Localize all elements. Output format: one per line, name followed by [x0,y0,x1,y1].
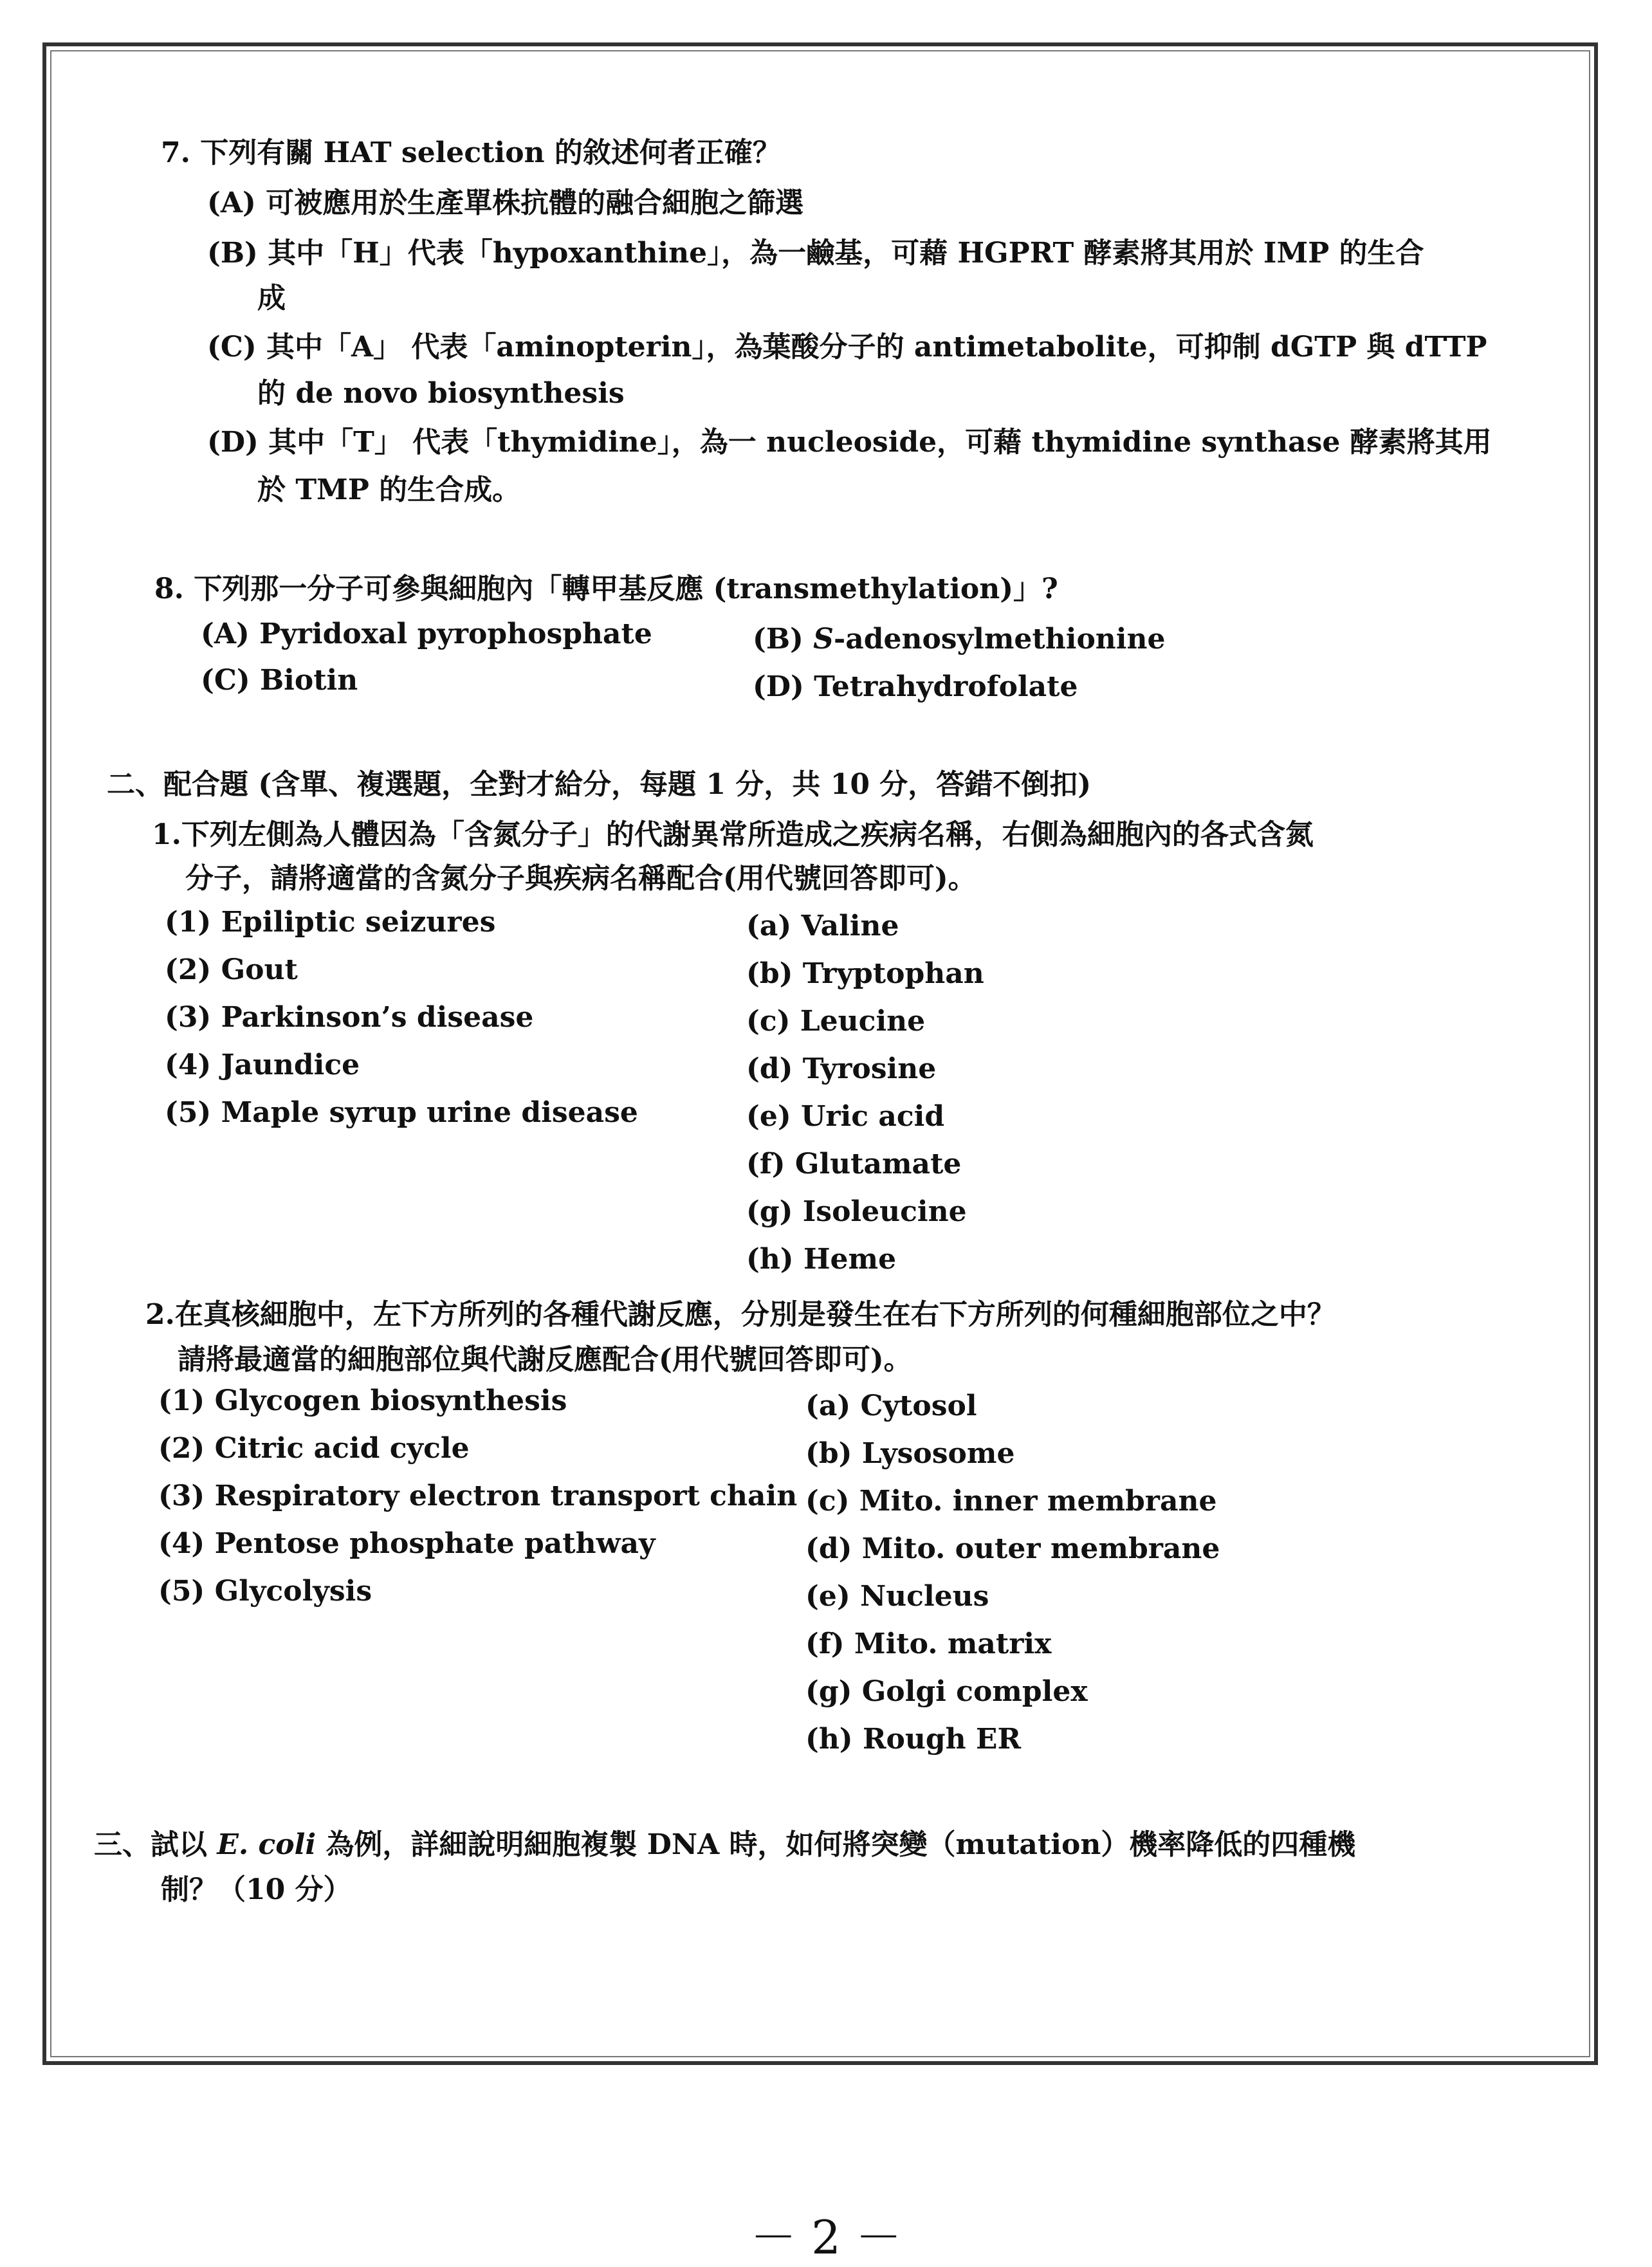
q7-option-c-line1: (C) 其中「A」 代表「aminopterin」，為葉酸分子的 antimetabolite，可抑制 dGTP 與 dTTP [207,331,1487,363]
match2-right-item: (a) Cytosol [805,1390,977,1422]
match2-right-item: (g) Golgi complex [805,1675,1088,1708]
match1-left-item: (2) Gout [165,953,298,986]
section3-line1: 三、試以 E. coli 為例，詳細說明細胞複製 DNA 時，如何將突變（mutation）機率降低的四種機 [94,1828,1356,1861]
match1-right-item: (e) Uric acid [746,1100,945,1133]
q7-option-d-line1: (D) 其中「T」 代表「thymidine」，為一 nucleoside，可藉 thymidine synthase 酵素將其用 [207,426,1492,459]
match2-left-item: (4) Pentose phosphate pathway [158,1527,656,1560]
q7-option-c-line2: 的 de novo biosynthesis [257,377,625,410]
match2-right-item: (c) Mito. inner membrane [805,1485,1217,1518]
match1-left-item: (3) Parkinson’s disease [165,1001,534,1034]
q8-option-b: (B) S-adenosylmethionine [753,623,1166,656]
match2-right-item: (f) Mito. matrix [805,1628,1052,1660]
q7-option-b-line2: 成 [257,282,286,315]
q7-stem: 7. 下列有關 HAT selection 的敘述何者正確？ [161,136,781,169]
match1-left-item: (5) Maple syrup urine disease [165,1096,638,1129]
q8-option-d: (D) Tetrahydrofolate [753,670,1078,703]
match2-right-item: (d) Mito. outer membrane [805,1532,1220,1565]
match2-stem-line2: 請將最適當的細胞部位與代謝反應配合(用代號回答即可)。 [178,1343,912,1376]
match1-stem-line2: 分子，請將適當的含氮分子與疾病名稱配合(用代號回答即可)。 [185,862,977,895]
q7-option-a: (A) 可被應用於生產單株抗體的融合細胞之篩選 [207,187,804,219]
match2-left-item: (3) Respiratory electron transport chain [158,1480,798,1512]
match2-left-item: (5) Glycolysis [158,1575,372,1608]
page-number: － 2 － [750,2210,902,2264]
match2-left-item: (2) Citric acid cycle [158,1432,470,1465]
match1-right-item: (b) Tryptophan [746,957,984,990]
match2-right-item: (b) Lysosome [805,1437,1015,1470]
match2-stem-line1: 2.在真核細胞中，左下方所列的各種代謝反應，分別是發生在右下方所列的何種細胞部位之中？ [145,1298,1335,1331]
match1-right-item: (h) Heme [746,1243,897,1276]
section3-line2: 制？（10 分） [161,1873,352,1906]
section2-heading: 二、配合題 (含單、複選題，全對才給分，每題 1 分，共 10 分，答錯不倒扣) [107,768,1092,801]
match1-stem-line1: 1.下列左側為人體因為「含氮分子」的代謝異常所造成之疾病名稱，右側為細胞內的各式含氮 [152,818,1314,851]
q7-option-d-line2: 於 TMP 的生合成。 [257,473,521,506]
match1-left-item: (1) Epiliptic seizures [165,906,496,939]
q8-stem: 8. 下列那一分子可參與細胞內「轉甲基反應 (transmethylation)」? [154,573,1058,605]
match1-right-item: (g) Isoleucine [746,1195,967,1228]
match1-right-item: (d) Tyrosine [746,1052,937,1085]
match1-right-item: (c) Leucine [746,1005,926,1038]
match2-left-item: (1) Glycogen biosynthesis [158,1384,567,1417]
match1-right-item: (f) Glutamate [746,1148,962,1180]
match2-right-item: (e) Nucleus [805,1580,989,1613]
match2-right-item: (h) Rough ER [805,1723,1022,1756]
q8-option-c: (C) Biotin [201,664,358,697]
match1-right-item: (a) Valine [746,910,899,942]
match1-left-item: (4) Jaundice [165,1049,360,1081]
q7-option-b-line1: (B) 其中「H」代表「hypoxanthine」，為一鹼基，可藉 HGPRT 酵素將其用於 IMP 的生合 [207,237,1424,270]
q8-option-a: (A) Pyridoxal pyrophosphate [201,618,652,650]
